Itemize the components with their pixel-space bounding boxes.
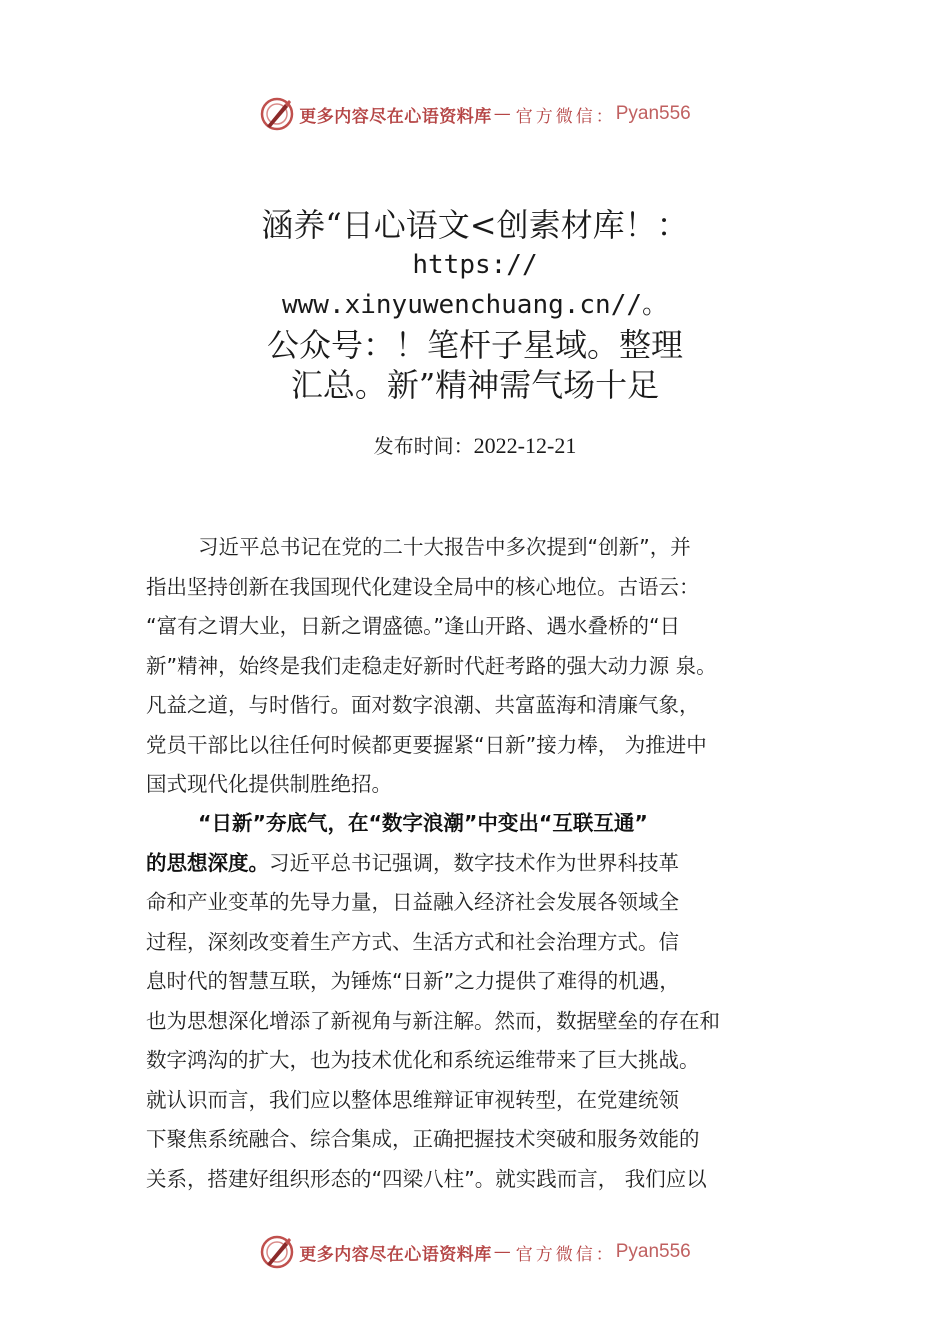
paragraph-line: 关系，搭建好组织形态的“四梁八柱”。就实践而言， 我们应以	[146, 1166, 707, 1191]
paragraph-line: 命和产业变革的先导力量，日益融入经济社会发展各领域全	[146, 890, 679, 914]
banner-main-text: 更多内容尽在心语资料库	[299, 106, 492, 127]
banner-sub-text: 官方微信：	[515, 1244, 616, 1265]
paragraph-line: 指出坚持创新在我国现代化建设全局中的核心地位。古语云：	[146, 574, 700, 599]
title-line-3: www.xinyuwenchuang.cn//。	[281, 290, 669, 320]
paragraph-2	[146, 804, 846, 1199]
publish-date	[0, 430, 950, 459]
title-line-2: https://	[412, 250, 538, 280]
footer-banner	[0, 1232, 950, 1272]
paragraph-1	[146, 528, 846, 805]
paragraph-line: 也为思想深化增添了新视角与新注解。然而，数据壁垒的存在和	[146, 1008, 720, 1033]
paragraph-line: 过程，深刻改变着生产方式、生活方式和社会治理方式。信	[146, 929, 679, 954]
banner-main-text: 更多内容尽在心语资料库	[299, 1244, 492, 1265]
pen-logo-icon	[259, 96, 295, 132]
banner-dash: —	[493, 1242, 514, 1262]
paragraph-line: 新”精神，始终是我们走稳走好新时代赶考路的强大动力源 泉。	[146, 653, 717, 678]
paragraph-line: 国式现代化提供制胜绝招。	[146, 772, 392, 796]
paragraph-line: 党员干部比以往任何时候都更要握紧“日新”接力棒， 为推进中	[146, 732, 707, 757]
banner-wechat-id: Pyan556	[615, 1241, 691, 1262]
publish-date-value: 2022-12-21	[473, 433, 577, 458]
banner-sub-text: 官方微信：	[515, 106, 616, 127]
banner-dash: —	[493, 104, 514, 124]
section-heading: “日新”夯底气，在“数字浪潮”中变出“互联互通”	[198, 811, 648, 835]
paragraph-line: 凡益之道，与时偕行。面对数字浪潮、共富蓝海和清廉气象，	[146, 693, 700, 717]
section-heading-end: 的思想深度。	[146, 850, 269, 875]
publish-date-label: 发布时间：	[373, 434, 474, 458]
title-line-1: 涵养“日心语文<创素材库！：	[261, 206, 689, 244]
header-banner	[0, 94, 950, 134]
paragraph-line: 习近平总书记在党的二十大报告中多次提到“创新”，并	[198, 535, 691, 559]
title-line-4: 公众号：！笔杆子星域。整理	[266, 326, 683, 364]
paragraph-line: 下聚焦系统融合、综合集成，正确把握技术突破和服务效能的	[146, 1127, 700, 1151]
paragraph-line: 习近平总书记强调，数字技术作为世界科技革	[269, 850, 679, 875]
title-line-5: 汇总。新”精神需气场十足	[290, 366, 660, 404]
banner-wechat-id: Pyan556	[615, 103, 691, 124]
document-title	[120, 205, 830, 405]
pen-logo-icon	[259, 1234, 295, 1270]
paragraph-line: 数字鸿沟的扩大，也为技术优化和系统运维带来了巨大挑战。	[146, 1048, 700, 1072]
paragraph-line: 息时代的智慧互联，为锤炼“日新”之力提供了难得的机遇，	[146, 969, 680, 993]
paragraph-line: “富有之谓大业，日新之谓盛德。”逢山开路、遇水叠桥的“日	[146, 614, 681, 638]
paragraph-line: 就认识而言，我们应以整体思维辩证审视转型，在党建统领	[146, 1087, 679, 1112]
